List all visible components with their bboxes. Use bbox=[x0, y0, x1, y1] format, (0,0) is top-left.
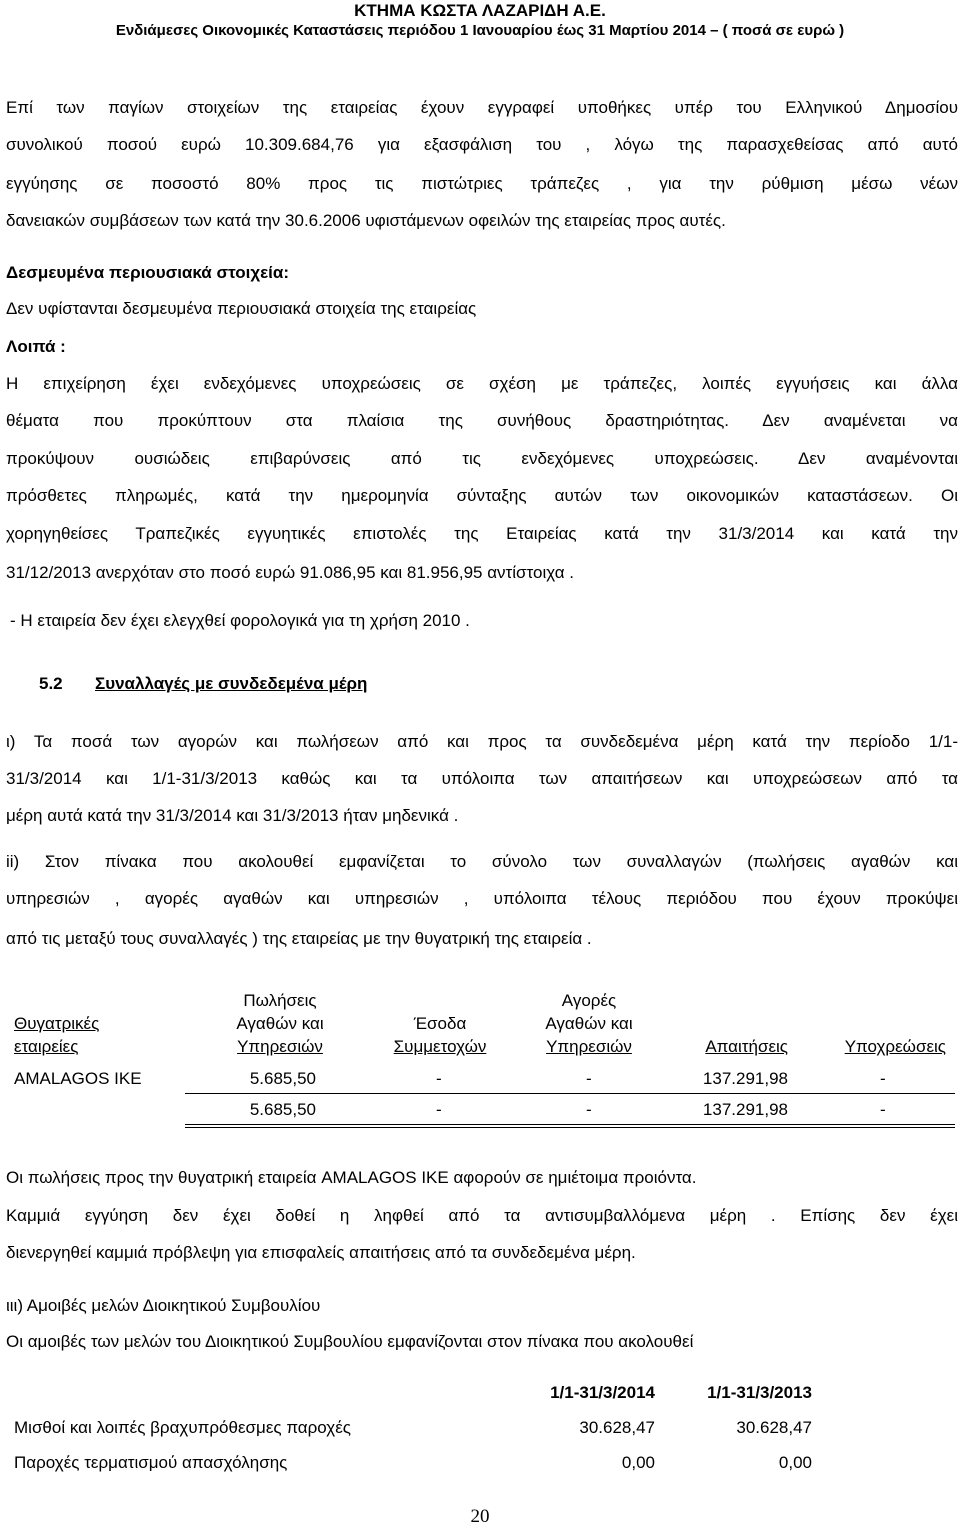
related-p1-line-3: μέρη αυτά κατά την 31/3/2014 και 31/3/2013 ήταν μηδενικά . bbox=[6, 806, 459, 825]
company-name: ΚΤΗΜΑ ΚΩΣΤΑ ΛΑΖΑΡΙΔΗ Α.Ε. bbox=[354, 1, 606, 20]
related-p1-line-1: ι) Τα ποσά των αγορών και πωλήσεων από και προς τα συνδεδεμένα μέρη κατά την περίοδο 1/1- bbox=[6, 732, 958, 751]
col-sales-l2: Αγαθών και bbox=[236, 1014, 324, 1033]
total-receivables: 137.291,98 bbox=[702, 1100, 788, 1119]
related-p2-line-2: υπηρεσιών , αγορές αγαθών και υπηρεσιών , υπόλοιπα τέλους περιόδου που έχουν προκύψει bbox=[6, 889, 958, 908]
col-receivables: Απαιτήσεις bbox=[705, 1037, 788, 1056]
other-heading: Λοιπά : bbox=[6, 337, 66, 356]
page-number: 20 bbox=[470, 1506, 490, 1527]
other-line-4: πρόσθετες πληρωμές, κατά την ημερομηνία σύνταξης αυτών των οικονομικών καταστάσεων. Οι bbox=[6, 486, 958, 505]
col-company-l1: Θυγατρικές bbox=[14, 1014, 100, 1033]
mortgages-line-3: εγγύησης σε ποσοστό 80% προς τις πιστώτριες τράπεζες , για την ρύθμιση μέσω νέων bbox=[6, 174, 958, 193]
mortgages-line-4: δανειακών συμβάσεων των κατά την 30.6.2006 υφιστάμενων οφειλών της εταιρείας προς αυτές. bbox=[6, 211, 726, 230]
related-p2-line-3: από τις μεταξύ τους συναλλαγές ) της εταιρείας με την θυγατρική της εταιρεία . bbox=[6, 929, 592, 948]
col-income-l1: Έσοδα bbox=[413, 1014, 467, 1033]
other-line-1: Η επιχείρηση έχει ενδεχόμενες υποχρεώσεις σε σχέση με τράπεζες, λοιπές εγγυήσεις και άλλα bbox=[6, 374, 958, 393]
mortgages-line-2: συνολικού ποσού ευρώ 10.309.684,76 για εξασφάλιση του , λόγω της παρασχεθείσας από αυτό bbox=[6, 135, 958, 154]
pledged-assets-text: Δεν υφίστανται δεσμευμένα περιουσιακά στοιχεία της εταιρείας bbox=[6, 299, 477, 318]
board-row-value-2014: 30.628,47 bbox=[579, 1418, 655, 1437]
after-table-line-2: Καμμιά εγγύηση δεν έχει δοθεί η ληφθεί από τα αντισυμβαλλόμενα μέρη . Επίσης δεν έχει bbox=[6, 1206, 958, 1225]
other-line-2: θέματα που προκύπτουν στα πλαίσια της συνήθους δραστηριότητας. Δεν αναμένεται να bbox=[6, 411, 958, 430]
report-subtitle: Ενδιάμεσες Οικονομικές Καταστάσεις περιόδου 1 Ιανουαρίου έως 31 Μαρτίου 2014 – ( ποσά σε ευρώ ) bbox=[115, 22, 845, 39]
row-sales: 5.685,50 bbox=[249, 1069, 316, 1088]
table-total-rule-2 bbox=[185, 1127, 955, 1128]
mortgages-line-1: Επί των παγίων στοιχείων της εταιρείας έχουν εγγραφεί υποθήκες υπέρ του Ελληνικού Δημοσίου bbox=[6, 98, 958, 117]
other-line-5: χορηγηθείσες Τραπεζικές εγγυητικές επιστολές της Εταιρείας κατά την 31/3/2014 και κατά την bbox=[6, 524, 958, 543]
after-table-line-3: διενεργηθεί καμμιά πρόβλεψη για επισφαλείς απαιτήσεις από τα συνδεδεμένα μέρη. bbox=[6, 1243, 636, 1262]
total-income: - bbox=[436, 1100, 442, 1119]
other-line-3: προκύψουν ουσιώδεις επιβαρύνσεις από τις ενδεχόμενες υποχρεώσεις. Δεν αναμένονται bbox=[6, 449, 958, 468]
other-line-6: 31/12/2013 ανερχόταν στο ποσό ευρώ 91.086,95 και 81.956,95 αντίστοιχα . bbox=[6, 563, 574, 582]
row-purchases: - bbox=[586, 1069, 592, 1088]
board-col-2014: 1/1-31/3/2014 bbox=[550, 1383, 655, 1402]
board-col-2013: 1/1-31/3/2013 bbox=[707, 1383, 812, 1402]
col-purchases-l1: Αγορές bbox=[561, 991, 617, 1010]
col-purchases-l3: Υπηρεσιών bbox=[546, 1037, 632, 1056]
board-row-value-2014: 0,00 bbox=[621, 1453, 655, 1472]
row-company: AMALAGOS IKE bbox=[14, 1069, 142, 1088]
board-row-label: Μισθοί και λοιπές βραχυπρόθεσμες παροχές bbox=[14, 1418, 352, 1437]
col-sales-l1: Πωλήσεις bbox=[243, 991, 317, 1010]
section-number: 5.2 bbox=[39, 674, 63, 693]
board-row-value-2013: 0,00 bbox=[778, 1453, 812, 1472]
after-table-line-1: Οι πωλήσεις προς την θυγατρική εταιρεία AMALAGOS IKE αφορούν σε ημιέτοιμα προιόντα. bbox=[6, 1168, 697, 1187]
pledged-assets-heading: Δεσμευμένα περιουσιακά στοιχεία: bbox=[6, 263, 290, 282]
related-p1-line-2: 31/3/2014 και 1/1-31/3/2013 καθώς και τα υπόλοιπα των απαιτήσεων και υποχρεώσεων από τα bbox=[6, 769, 958, 788]
board-row-value-2013: 30.628,47 bbox=[736, 1418, 812, 1437]
row-income: - bbox=[436, 1069, 442, 1088]
row-payables: - bbox=[880, 1069, 886, 1088]
tax-audit-note: - Η εταιρεία δεν έχει ελεγχθεί φορολογικά για τη χρήση 2010 . bbox=[10, 611, 470, 630]
col-income-l2: Συμμετοχών bbox=[393, 1037, 487, 1056]
section-title: Συναλλαγές με συνδεδεμένα μέρη bbox=[95, 674, 368, 693]
board-row-label: Παροχές τερματισμού απασχόλησης bbox=[14, 1453, 288, 1472]
col-company-l2: εταιρείες bbox=[14, 1037, 79, 1056]
col-sales-l3: Υπηρεσιών bbox=[237, 1037, 323, 1056]
row-receivables: 137.291,98 bbox=[702, 1069, 788, 1088]
total-sales: 5.685,50 bbox=[249, 1100, 316, 1119]
col-purchases-l2: Αγαθών και bbox=[545, 1014, 633, 1033]
total-payables: - bbox=[880, 1100, 886, 1119]
related-p2-line-1: ii) Στον πίνακα που ακολουθεί εμφανίζεται το σύνολο των συναλλαγών (πωλήσεις αγαθών και bbox=[6, 852, 958, 871]
table-total-rule-1 bbox=[185, 1124, 955, 1125]
board-fees-title: ιιι) Αμοιβές μελών Διοικητικού Συμβουλίου bbox=[6, 1296, 321, 1315]
col-payables: Υποχρεώσεις bbox=[844, 1037, 946, 1056]
board-fees-intro: Οι αμοιβές των μελών του Διοικητικού Συμβουλίου εμφανίζονται στον πίνακα που ακολουθεί bbox=[6, 1332, 694, 1351]
total-purchases: - bbox=[586, 1100, 592, 1119]
table-subtotal-rule bbox=[185, 1093, 955, 1094]
